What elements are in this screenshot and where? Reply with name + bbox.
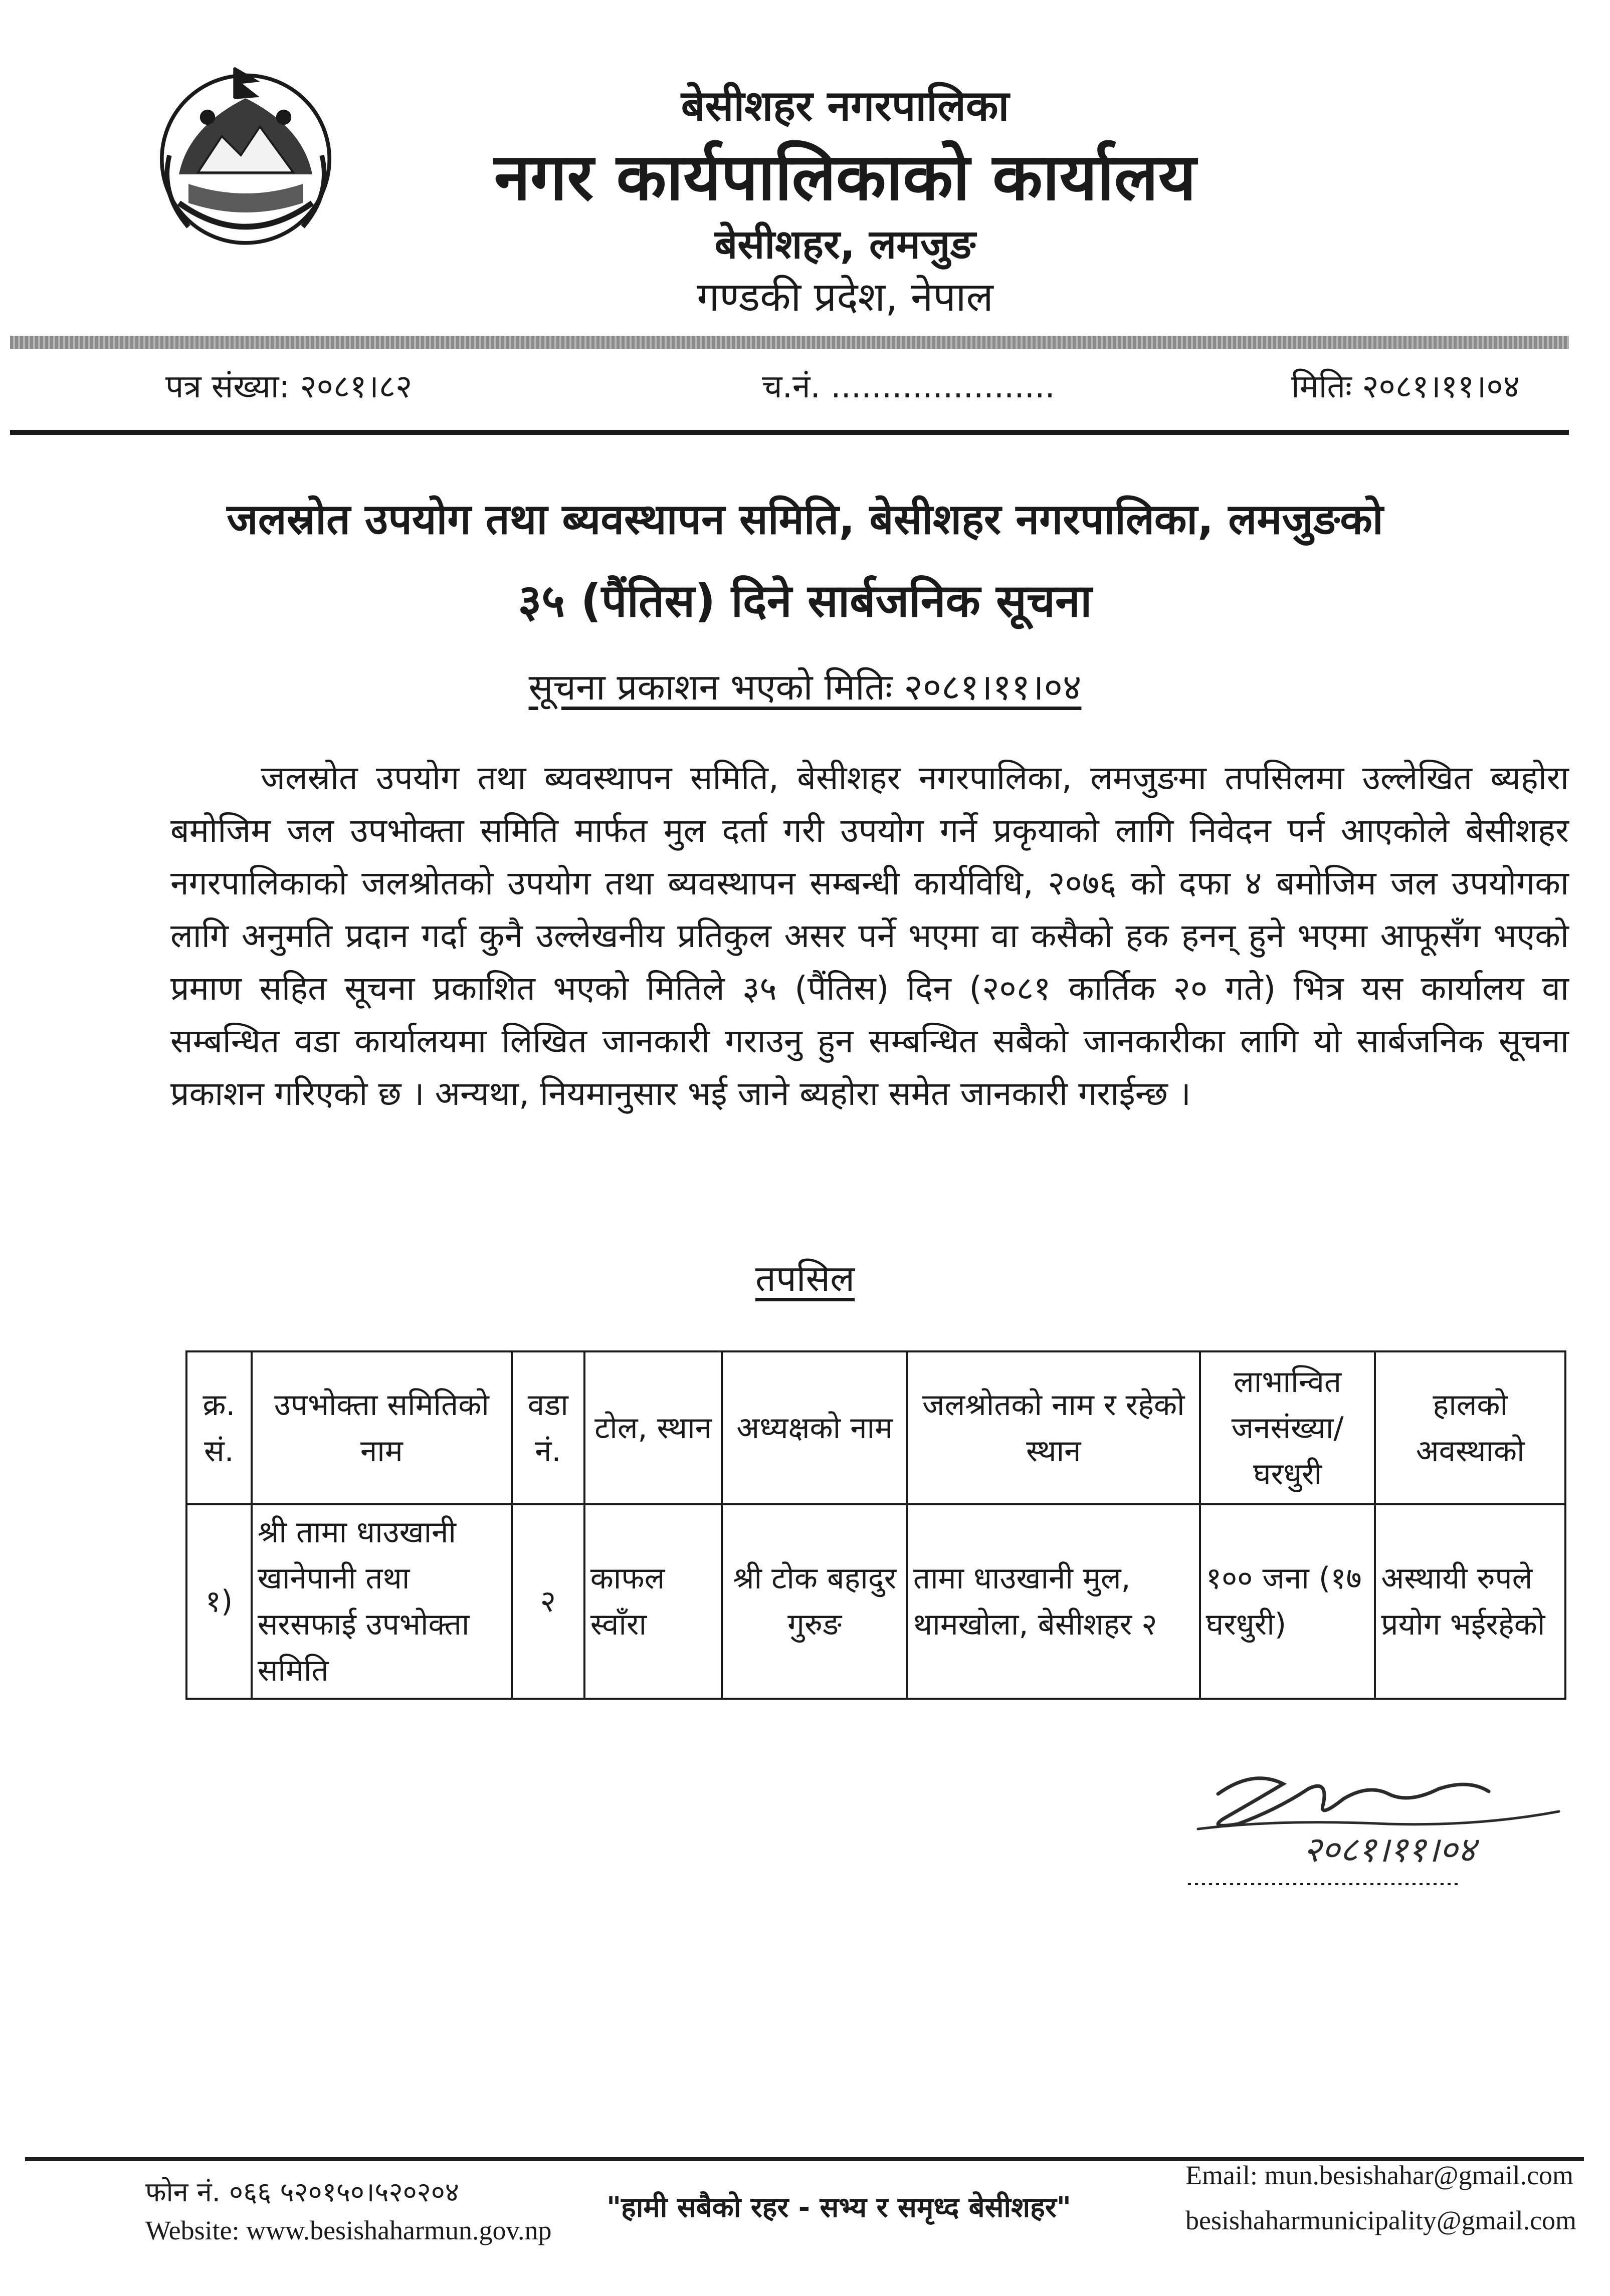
column-header: जलश्रोतको नाम र रहेको स्थान bbox=[907, 1351, 1200, 1504]
reference-number: पत्र संख्या: २०८१।८२ bbox=[165, 368, 413, 405]
table-header-row bbox=[186, 1351, 1565, 1504]
notice-title-line1: जलस्रोत उपयोग तथा ब्यवस्थापन समिति, बेसीशहर नगरपालिका, लमजुङको bbox=[227, 495, 1383, 544]
table-row bbox=[186, 1504, 1565, 1699]
province-country: गण्डकी प्रदेश, नेपाल bbox=[697, 274, 993, 320]
column-header: लाभान्वित जनसंख्या/ घरधुरी bbox=[1200, 1351, 1375, 1504]
column-header: क्र. सं. bbox=[186, 1351, 252, 1504]
footer-website: Website: www.besishaharmun.gov.np bbox=[145, 2215, 552, 2245]
office-name: नगर कार्यपालिकाको कार्यालय bbox=[494, 139, 1196, 215]
footer-phone: फोन नं. ०६६ ५२०१५०।५२०२०४ bbox=[145, 2176, 459, 2208]
footer-email-primary: Email: mun.besishahar@gmail.com bbox=[1185, 2160, 1574, 2190]
publication-date bbox=[0, 661, 1610, 711]
table-cell: १०० जना (१७ घरधुरी) bbox=[1200, 1504, 1375, 1699]
handwritten-signature-icon bbox=[1178, 1764, 1589, 1894]
footer-slogan: "हामी सबैको रहर - सभ्य र समृध्द बेसीशहर" bbox=[607, 2191, 1071, 2224]
notice-title-line2: ३५ (पैंतिस) दिने सार्बजनिक सूचना bbox=[518, 575, 1092, 627]
column-header: हालको अवस्थाको bbox=[1375, 1351, 1565, 1504]
table-cell: श्री टोक बहादुर गुरुङ bbox=[722, 1504, 907, 1699]
column-header: उपभोक्ता समितिको नाम bbox=[252, 1351, 512, 1504]
column-header: वडा नं. bbox=[512, 1351, 584, 1504]
schedule-table bbox=[185, 1350, 1566, 1700]
publication-date-text: सूचना प्रकाशन भएको मितिः २०८१।११।०४ bbox=[528, 666, 1082, 708]
table-cell: श्री तामा धाउखानी खानेपानी तथा सरसफाई उपभोक्ता समिति bbox=[252, 1504, 512, 1699]
table-cell: २ bbox=[512, 1504, 584, 1699]
table-cell: १) bbox=[186, 1504, 252, 1699]
signature-date: २०८१।११।०४ bbox=[1303, 1829, 1476, 1870]
header-divider-line bbox=[10, 430, 1569, 435]
letter-date: मितिः २०८१।११।०४ bbox=[1291, 368, 1520, 405]
office-address: बेसीशहर, लमजुङ bbox=[714, 221, 976, 268]
notice-body: जलस्रोत उपयोग तथा ब्यवस्थापन समिति, बेसीशहर नगरपालिका, लमजुङमा तपसिलमा उल्लेखित ब्यहोरा बमोजिम जल उपभोक्ता समिति मार्फत मुल दर्ता गरी उपयोग गर्ने प्रकृयाको लागि निवेदन पर्न आएकोले बेसीशहर नगरपालिकाको जलश्रोतको उपयोग तथा ब्यवस्थापन सम्बन्धी कार्यविधि, २०७६ को दफा ४ बमोजिम जल उपयोगका लागि अनुमति प्रदान गर्दा कुनै उल्लेखनीय प्रतिकुल असर पर्ने भएमा वा कसैको हक हनन् हुने भएमा आफूसँग भएको प्रमाण सहित सूचना प्रकाशित भएको मितिले ३५ (पैंतिस) दिन (२०८१ कार्तिक २० गते) भित्र यस कार्यालय वा सम्बन्धित वडा कार्यालयमा लिखित जानकारी गराउनु हुन सम्बन्धित सबैको जानकारीका लागि यो सार्बजनिक सूचना प्रकाशन गरिएको छ । अन्यथा, नियमानुसार भई जाने ब्यहोरा समेत जानकारी गराईन्छ । bbox=[170, 759, 1569, 1113]
table-cell: काफल स्वाँरा bbox=[584, 1504, 722, 1699]
table-cell: अस्थायी रुपले प्रयोग भईरहेको bbox=[1375, 1504, 1565, 1699]
municipality-name: बेसीशहर नगरपालिका bbox=[681, 81, 1010, 130]
column-header: अध्यक्षको नाम bbox=[722, 1351, 907, 1504]
schedule-heading: तपसिल bbox=[755, 1257, 855, 1299]
header-divider-band bbox=[10, 336, 1569, 349]
column-header: टोल, स्थान bbox=[584, 1351, 722, 1504]
table-cell: तामा धाउखानी मुल, थामखोला, बेसीशहर २ bbox=[907, 1504, 1200, 1699]
dispatch-number: च.नं. ...................... bbox=[762, 368, 1055, 405]
footer-email-secondary: besishaharmunicipality@gmail.com bbox=[1185, 2205, 1577, 2235]
